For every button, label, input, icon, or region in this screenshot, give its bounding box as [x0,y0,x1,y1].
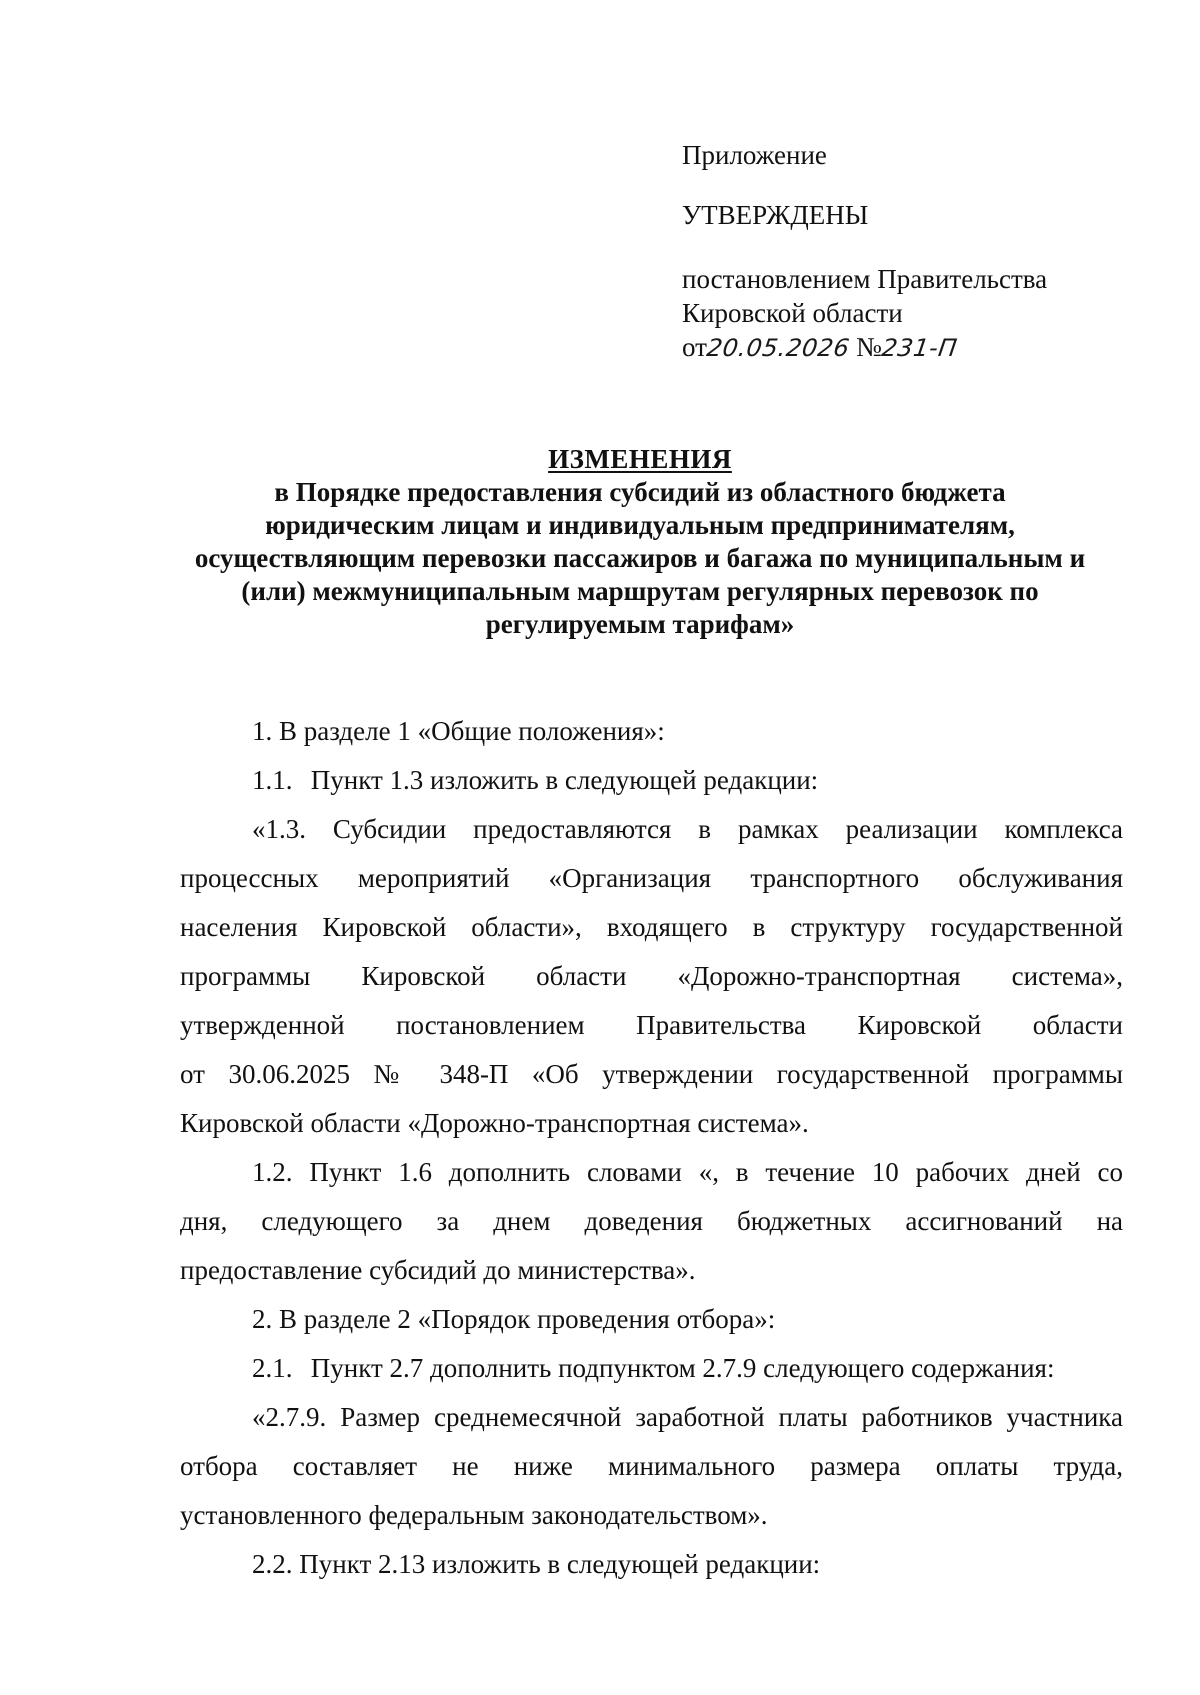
document-title [150,443,1130,641]
clause-1-3-line-5: утвержденной постановлением Правительства Кировской области [180,1010,1123,1040]
item-2-1-text: Пункт 2.7 дополнить подпунктом 2.7.9 следующего содержания: [310,1353,1055,1383]
handwritten-date: 20.05.2026 [704,334,852,362]
clause-1-3-line-2: процессных мероприятий «Организация транспортного обслуживания [180,863,1123,893]
approved-by-line-2: Кировской области [682,298,903,328]
title-line-5: регулируемым тарифам» [485,609,795,639]
clause-2-7-9-line-3: установленного федеральным законодательством». [180,1500,768,1530]
item-2-2: 2.2. Пункт 2.13 изложить в следующей редакции: [252,1549,821,1579]
item-1-2-line-2: дня, следующего за днем доведения бюджетных ассигнований на [180,1206,1123,1236]
approval-stamp [682,138,1142,365]
item-1-2-line-3: предоставление субсидий до министерства». [180,1255,696,1285]
item-2-1 [180,1344,1123,1393]
title-line-4: (или) межмуниципальным маршрутам регулярных перевозок по [241,576,1039,606]
title-main: ИЗМЕНЕНИЯ [548,444,732,474]
item-1-2 [180,1148,1123,1295]
handwritten-number: 231-П [879,334,959,362]
title-line-3: осуществляющим перевозки пассажиров и багажа по муниципальным и [194,543,1086,573]
section-1-heading: 1. В разделе 1 «Общие положения»: [252,716,665,746]
number-prefix: № [856,332,882,362]
item-1-2-line-1: 1.2. Пункт 1.6 дополнить словами «, в течение 10 рабочих дней со [252,1157,1123,1187]
clause-2-7-9-line-1: «2.7.9. Размер среднемесячной заработной платы работников участника [252,1402,1123,1432]
approved-by-line-1: постановлением Правительства [682,264,1048,294]
approved-label: УТВЕРЖДЕНЫ [682,200,869,230]
title-line-1: в Порядке предоставления субсидий из областного бюджета [274,477,1006,507]
item-1-1-text: Пункт 1.3 изложить в следующей редакции: [310,765,819,795]
clause-2-7-9 [180,1393,1123,1540]
document-body [180,707,1123,1589]
decree-date-number [682,330,1142,365]
clause-1-3 [180,805,1123,1148]
item-1-1-number: 1.1. [252,765,293,795]
section-2-heading: 2. В разделе 2 «Порядок проведения отбора»: [252,1304,776,1334]
clause-1-3-line-6: от 30.06.2025 № 348-П «Об утверждении государственной программы [180,1059,1123,1089]
item-1-1 [180,756,1123,805]
clause-1-3-line-7: Кировской области «Дорожно-транспортная система». [180,1108,809,1138]
item-2-1-number: 2.1. [252,1353,293,1383]
clause-1-3-line-4: программы Кировской области «Дорожно-транспортная система», [180,961,1123,991]
appendix-label: Приложение [682,140,827,170]
clause-1-3-line-3: населения Кировской области», входящего в структуру государственной [180,912,1123,942]
clause-1-3-line-1: «1.3. Субсидии предоставляются в рамках реализации комплекса [252,814,1123,844]
title-line-2: юридическим лицам и индивидуальным предпринимателям, [265,510,1015,540]
clause-2-7-9-line-2: отбора составляет не ниже минимального размера оплаты труда, [180,1451,1123,1481]
from-prefix: от [682,332,707,362]
